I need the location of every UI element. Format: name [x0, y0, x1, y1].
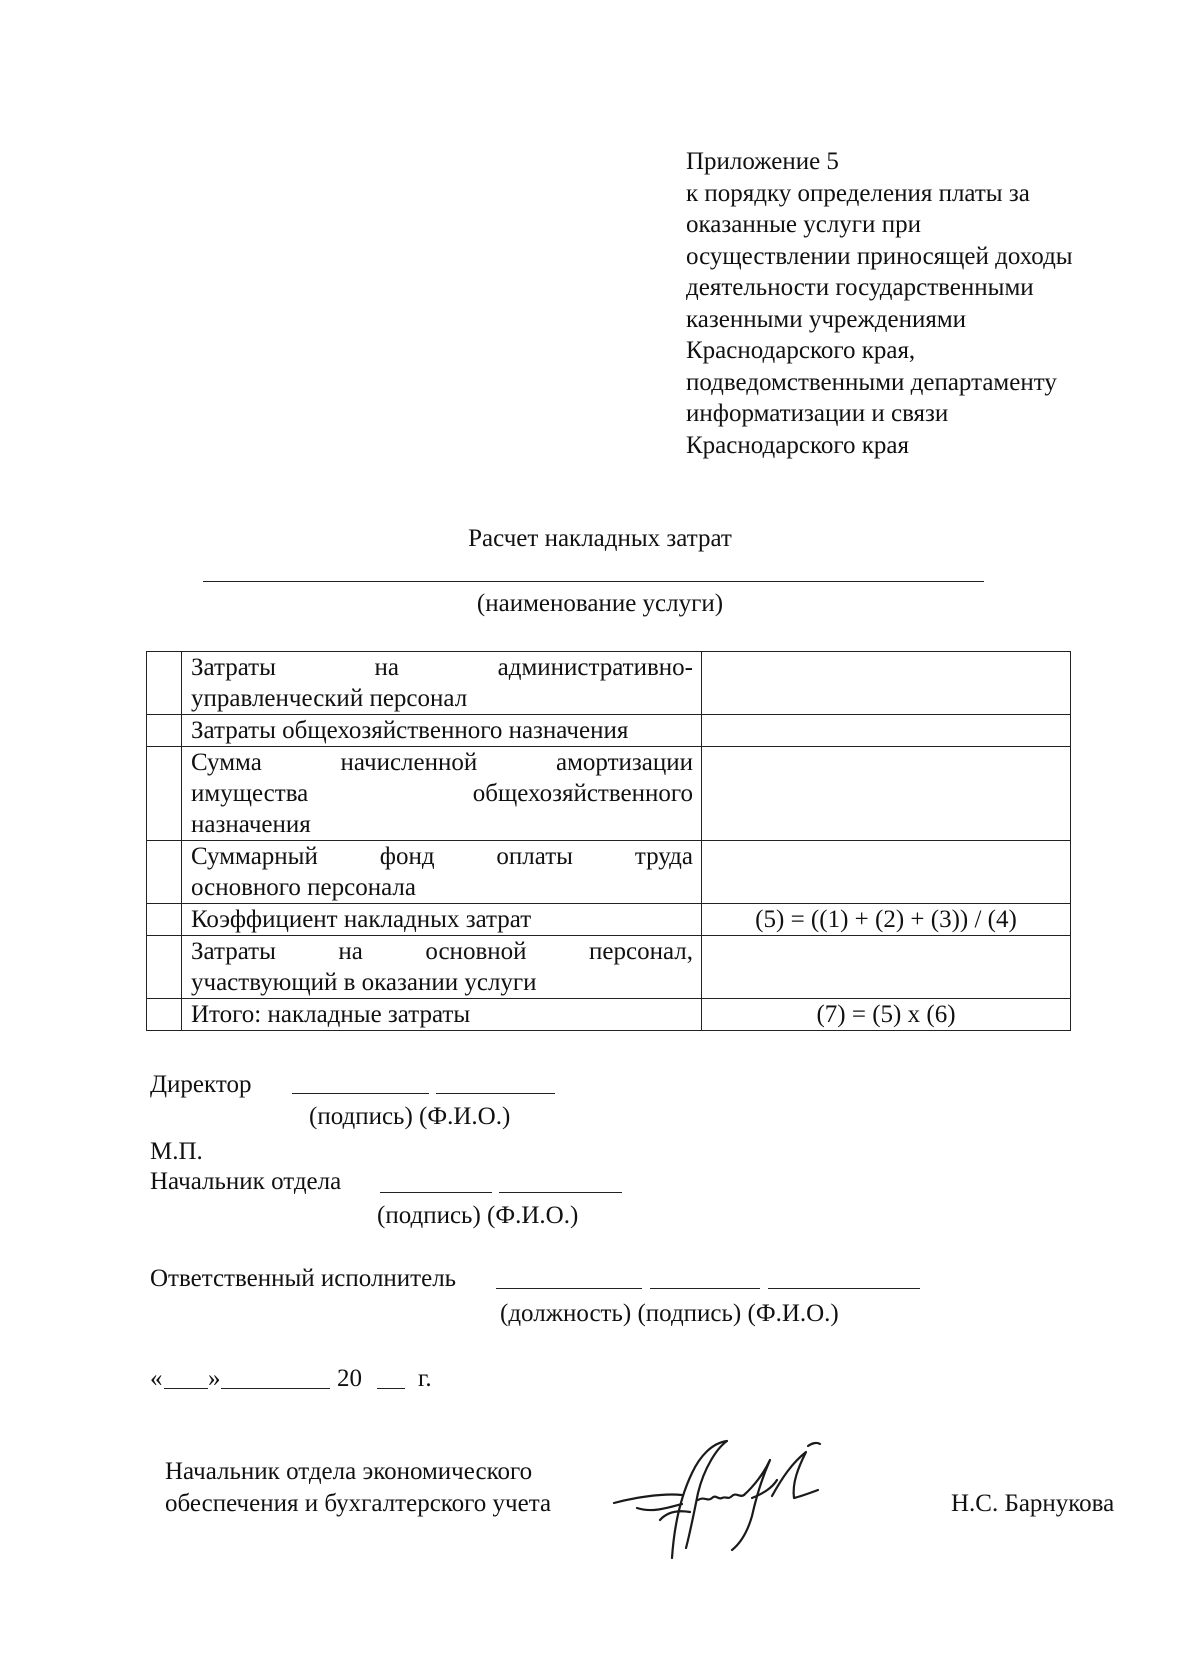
date-open-quote: «	[150, 1365, 163, 1392]
row-value-cell	[702, 715, 1071, 747]
row-label-line: Итого: накладные затраты	[191, 1001, 471, 1028]
table-row	[147, 904, 1071, 936]
row-value-cell	[702, 747, 1071, 841]
appendix-line: казенными учреждениями	[686, 305, 967, 333]
date-suffix: г.	[418, 1365, 432, 1392]
row-label-cell	[182, 904, 702, 936]
row-label-cell	[182, 999, 702, 1031]
appendix-line: информатизации и связи	[686, 400, 949, 427]
date-day-blank	[164, 1366, 208, 1389]
table-row	[147, 652, 1071, 715]
row-label-line: Затраты на административно-	[191, 654, 693, 681]
responsible-signature-blank	[650, 1266, 760, 1289]
service-name-caption: (наименование услуги)	[476, 590, 724, 617]
row-label-line: Суммарный фонд оплаты труда	[191, 843, 693, 870]
table-row	[147, 841, 1071, 904]
row-number-cell	[147, 936, 182, 999]
row-label-cell	[182, 841, 702, 904]
appendix-header	[686, 146, 1073, 461]
row-value-cell: (7) = (5) x (6)	[702, 999, 1071, 1031]
appendix-line: осуществлении приносящей доходы	[686, 242, 1073, 270]
footer-position-line: Начальник отдела экономического	[165, 1458, 533, 1485]
row-number-cell	[147, 999, 182, 1031]
handwritten-signature	[612, 1438, 830, 1563]
appendix-line: деятельности государственными	[686, 274, 1034, 301]
table-row	[147, 999, 1071, 1031]
row-value-cell	[702, 936, 1071, 999]
table-row	[147, 715, 1071, 747]
table-row	[147, 747, 1071, 841]
director-signature-blank	[292, 1071, 429, 1094]
row-number-cell	[147, 904, 182, 936]
overhead-cost-table	[146, 651, 1071, 1031]
row-label-cell	[182, 715, 702, 747]
row-value-cell	[702, 841, 1071, 904]
appendix-line: Краснодарского края,	[686, 337, 916, 364]
row-label-line: участвующий в оказании услуги	[191, 969, 537, 996]
row-number-cell	[147, 652, 182, 715]
row-value-cell: (5) = ((1) + (2) + (3)) / (4)	[702, 904, 1071, 936]
appendix-line: оказанные услуги при	[686, 211, 921, 238]
row-label-line: основного персонала	[191, 874, 416, 901]
director-label: Директор	[150, 1071, 252, 1098]
head-dept-name-blank	[499, 1170, 622, 1193]
responsible-caption: (должность) (подпись) (Ф.И.О.)	[500, 1300, 839, 1327]
head-dept-signature-blank	[380, 1170, 492, 1193]
row-label-line: Сумма начисленной амортизации	[191, 749, 693, 776]
row-label-line: назначения	[191, 811, 311, 838]
date-year-prefix: 20	[337, 1365, 362, 1392]
row-label-cell	[182, 747, 702, 841]
footer-signer-name: Н.С. Барнукова	[951, 1490, 1115, 1517]
row-label-cell	[182, 652, 702, 715]
appendix-line: подведомственными департаменту	[686, 368, 1057, 396]
date-close-quote: »	[208, 1365, 221, 1392]
stamp-label: М.П.	[150, 1138, 203, 1165]
row-number-cell	[147, 715, 182, 747]
director-caption: (подпись) (Ф.И.О.)	[309, 1103, 511, 1130]
appendix-line: Краснодарского края	[686, 431, 909, 459]
row-label-line: имущества общехозяйственного	[191, 780, 693, 807]
appendix-line: к порядку определения платы за	[686, 179, 1030, 207]
row-number-cell	[147, 747, 182, 841]
row-number-cell	[147, 841, 182, 904]
row-label-line: управленческий персонал	[191, 685, 468, 712]
responsible-label: Ответственный исполнитель	[150, 1265, 457, 1292]
head-dept-caption: (подпись) (Ф.И.О.)	[377, 1202, 579, 1229]
row-label-line: Коэффициент накладных затрат	[191, 906, 532, 933]
responsible-position-blank	[496, 1266, 642, 1289]
head-dept-label: Начальник отдела	[150, 1168, 342, 1195]
footer-position-line: обеспечения и бухгалтерского учета	[165, 1490, 552, 1517]
service-name-blank-line	[203, 581, 984, 582]
row-label-line: Затраты на основной персонал,	[191, 938, 693, 965]
row-value-cell	[702, 652, 1071, 715]
table-row	[147, 936, 1071, 999]
director-name-blank	[436, 1071, 555, 1094]
responsible-name-blank	[768, 1266, 920, 1289]
date-month-blank	[221, 1366, 330, 1389]
document-title: Расчет накладных затрат	[468, 525, 732, 552]
row-label-line: Затраты общехозяйственного назначения	[191, 717, 629, 744]
date-year-blank	[377, 1366, 405, 1389]
row-label-cell	[182, 936, 702, 999]
appendix-line: Приложение 5	[686, 148, 839, 175]
